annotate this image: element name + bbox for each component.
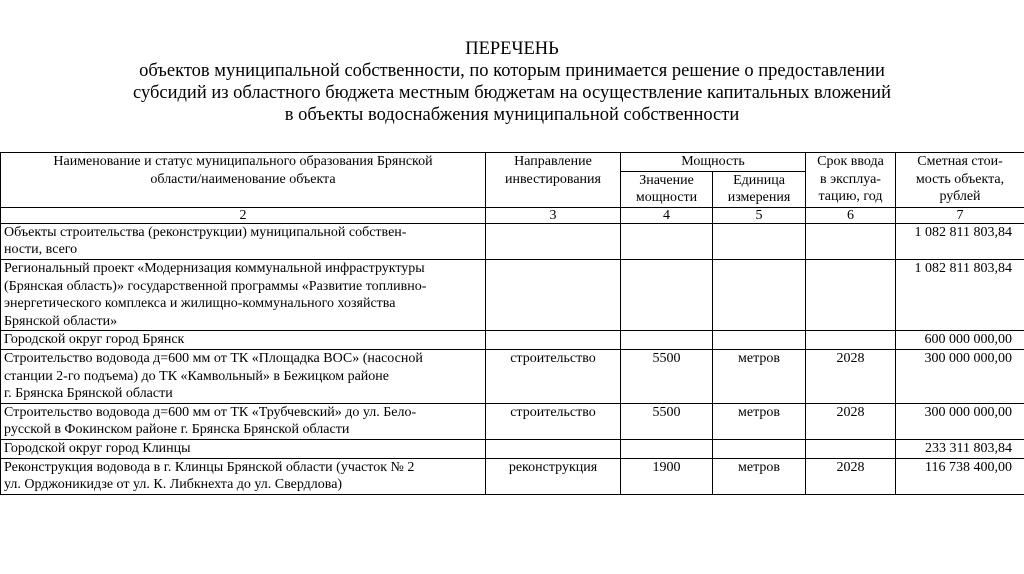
cost-cell: 1 082 811 803,84 <box>896 259 1024 330</box>
header-name-line-2: области/наименование объекта <box>150 171 336 187</box>
object-name-line: Объекты строительства (реконструкции) муниципальной собствен- <box>4 224 407 240</box>
table-row <box>1 458 1024 494</box>
unit-cell <box>713 331 806 350</box>
object-name-line: русской в Фокинском районе г. Брянска Брянской области <box>4 422 350 438</box>
unit-cell: метров <box>713 458 806 494</box>
year-cell: 2028 <box>806 403 896 439</box>
object-name-line: Городской округ город Брянск <box>4 332 185 348</box>
direction-cell: строительство <box>486 403 621 439</box>
capacity-cell <box>621 331 713 350</box>
object-name-line: ности, всего <box>4 242 78 258</box>
object-name-line: г. Брянска Брянской области <box>4 386 173 402</box>
header-term-line-1: Срок ввода <box>817 154 884 169</box>
object-name-line: энергетического комплекса и жилищно-коммунального хозяйства <box>4 296 396 312</box>
object-name-line: Брянской области» <box>4 313 118 329</box>
object-name <box>1 259 486 330</box>
heading-line-3: в объекты водоснабжения муниципальной собственности <box>284 105 740 125</box>
capacity-cell: 5500 <box>621 349 713 403</box>
header-cost-line-3: рублей <box>939 189 981 205</box>
direction-cell <box>486 259 621 330</box>
object-name <box>1 403 486 439</box>
year-cell: 2028 <box>806 349 896 403</box>
header-name-line-1: Наименование и статус муниципального образования Брянской <box>53 154 433 169</box>
header-unit <box>713 171 806 207</box>
header-direction-line-2: инвестирования <box>505 171 601 187</box>
heading-title: ПЕРЕЧЕНЬ <box>465 39 559 59</box>
year-cell <box>806 439 896 458</box>
cost-cell: 233 311 803,84 <box>896 439 1024 458</box>
direction-cell <box>486 439 621 458</box>
header-term-line-3: тацию, год <box>818 189 883 205</box>
object-name <box>1 439 486 458</box>
objects-table <box>0 152 1024 495</box>
unit-cell <box>713 259 806 330</box>
object-name <box>1 331 486 350</box>
document-heading <box>0 38 1024 126</box>
header-capacity-value <box>621 171 713 207</box>
header-unit-line-2: измерения <box>727 190 791 206</box>
year-cell <box>806 223 896 259</box>
capacity-cell <box>621 439 713 458</box>
column-number: 6 <box>806 207 896 223</box>
object-name-line: станции 2-го подъема) до ТК «Камвольный» в Бежицком районе <box>4 368 389 384</box>
direction-cell: строительство <box>486 349 621 403</box>
column-number: 2 <box>1 207 486 223</box>
cost-cell: 300 000 000,00 <box>896 349 1024 403</box>
heading-line-2: субсидий из областного бюджета местным бюджетам на осуществление капитальных вложений <box>133 83 891 103</box>
column-number: 7 <box>896 207 1024 223</box>
object-name-line: Строительство водовода д=600 мм от ТК «Трубчевский» до ул. Бело- <box>4 404 417 420</box>
cost-cell: 600 000 000,00 <box>896 331 1024 350</box>
header-name <box>1 153 486 208</box>
column-number: 5 <box>713 207 806 223</box>
table-row <box>1 349 1024 403</box>
unit-cell: метров <box>713 403 806 439</box>
object-name-line: Реконструкция водовода в г. Клинцы Брянской области (участок № 2 <box>4 459 415 475</box>
direction-cell <box>486 331 621 350</box>
capacity-cell: 5500 <box>621 403 713 439</box>
heading-line-1: объектов муниципальной собственности, по которым принимается решение о предоставлении <box>139 61 885 81</box>
column-numbers-row <box>1 207 1024 223</box>
header-direction-line-1: Направление <box>514 154 592 169</box>
object-name-line: (Брянская область)» государственной программы «Развитие топливно- <box>4 278 427 294</box>
column-number: 4 <box>621 207 713 223</box>
header-unit-line-1: Единица <box>733 172 785 188</box>
object-name-line: Региональный проект «Модернизация коммунальной инфраструктуры <box>4 260 425 276</box>
year-cell: 2028 <box>806 458 896 494</box>
object-name-line: ул. Орджоникидзе от ул. К. Либкнехта до ул. Свердлова) <box>4 477 343 493</box>
table-row <box>1 331 1024 350</box>
object-name-line: Строительство водовода д=600 мм от ТК «Площадка ВОС» (насосной <box>4 350 423 366</box>
column-number: 3 <box>486 207 621 223</box>
direction-cell: реконструкция <box>486 458 621 494</box>
unit-cell <box>713 223 806 259</box>
object-name <box>1 223 486 259</box>
object-name <box>1 349 486 403</box>
header-capacity-value-line-1: Значение <box>639 172 694 188</box>
table-row <box>1 439 1024 458</box>
cost-cell: 1 082 811 803,84 <box>896 223 1024 259</box>
table-row <box>1 223 1024 259</box>
object-name-line: Городской округ город Клинцы <box>4 440 191 456</box>
object-name <box>1 458 486 494</box>
header-capacity: Мощность <box>621 153 806 172</box>
year-cell <box>806 331 896 350</box>
unit-cell <box>713 439 806 458</box>
unit-cell: метров <box>713 349 806 403</box>
capacity-cell: 1900 <box>621 458 713 494</box>
header-cost <box>896 153 1024 208</box>
direction-cell <box>486 223 621 259</box>
header-cost-line-1: Сметная стои- <box>917 154 1003 169</box>
table-row <box>1 259 1024 330</box>
capacity-cell <box>621 223 713 259</box>
cost-cell: 116 738 400,00 <box>896 458 1024 494</box>
cost-cell: 300 000 000,00 <box>896 403 1024 439</box>
header-cost-line-2: мость объекта, <box>915 171 1005 187</box>
year-cell <box>806 259 896 330</box>
table-row <box>1 403 1024 439</box>
capacity-cell <box>621 259 713 330</box>
header-capacity-value-line-2: мощности <box>635 190 698 206</box>
header-term <box>806 153 896 208</box>
header-term-line-2: в эксплуа- <box>820 171 881 187</box>
header-direction <box>486 153 621 208</box>
